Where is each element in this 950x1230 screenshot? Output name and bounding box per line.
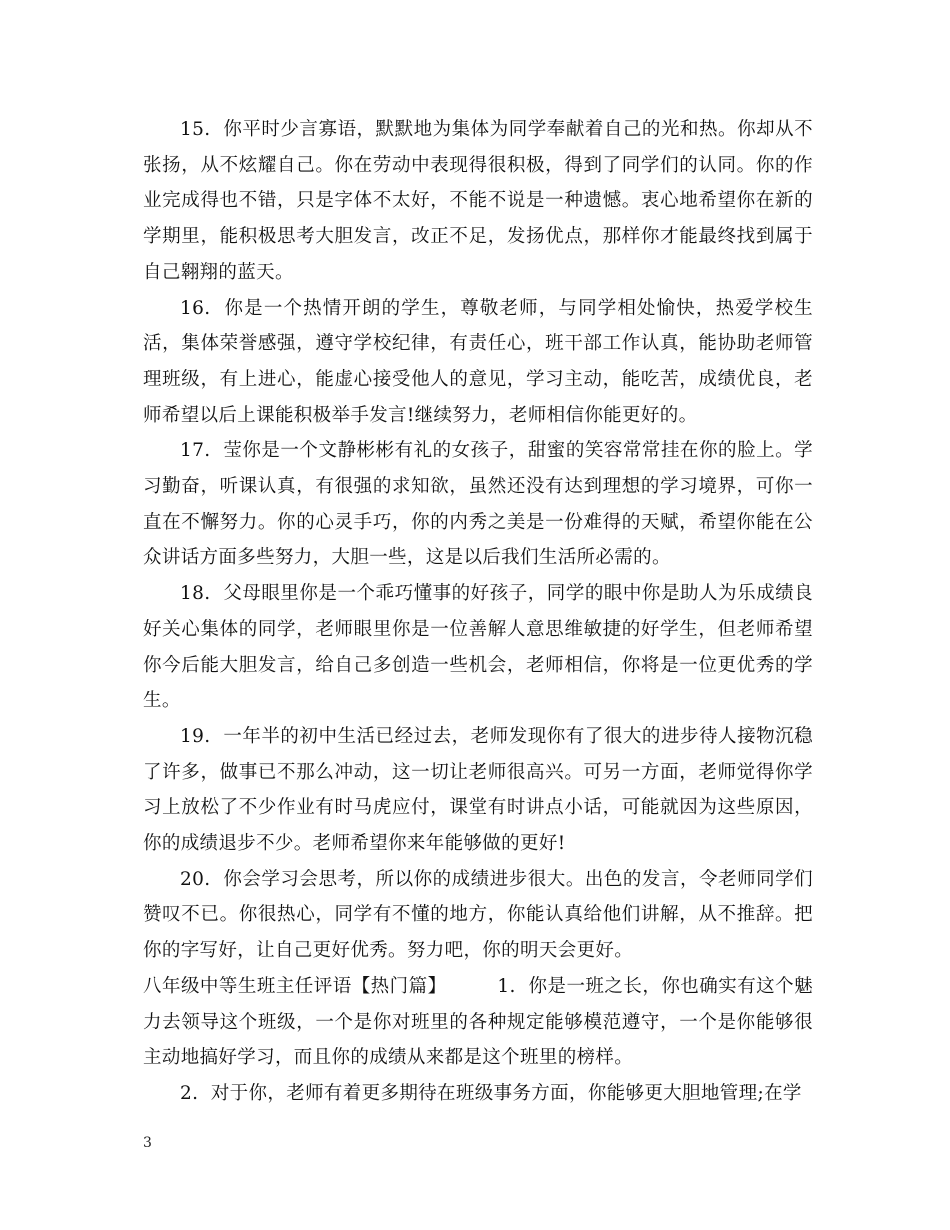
paragraph-number: 20.	[180, 868, 211, 890]
paragraph-text: 你是一个热情开朗的学生，尊敬老师，与同学相处愉快，热爱学校生活，集体荣誉感强，遵守学校纪律，有责任心，班干部工作认真，能协助老师管理班级，有上进心，能虚心接受他人的意见，学习主动，能吃苦，成绩优良，老师希望以后上课能积极举手发言!继续努力，老师相信你能更好的。	[143, 297, 813, 426]
comment-paragraph-20	[143, 862, 813, 969]
paragraph-text: 一年半的初中生活已经过去，老师发现你有了很大的进步待人接物沉稳了许多，做事已不那么冲动，这一切让老师很高兴。可另一方面，老师觉得你学习上放松了不少作业有时马虎应付，课堂有时讲点小话，可能就因为这些原因，你的成绩退步不少。老师希望你来年能够做的更好!	[143, 725, 813, 855]
paragraph-text: 你是一班之长，你也确实有这个魅力去领导这个班级，一个是你对班里的各种规定能够模范遵守，一个是你能够很主动地搞好学习，而且你的成绩从来都是这个班里的榜样。	[143, 975, 813, 1069]
heading-gap	[447, 976, 498, 997]
paragraph-number: 16.	[180, 297, 211, 319]
page-number: 3	[143, 1135, 152, 1151]
comment-paragraph-15	[143, 112, 813, 291]
comment-paragraph-17	[143, 433, 813, 576]
paragraph-text: 对于你，老师有着更多期待在班级事务方面，你能够更大胆地管理;在学	[210, 1082, 802, 1104]
comment-paragraph-18	[143, 576, 813, 719]
paragraph-number: 18.	[180, 583, 211, 605]
paragraph-number: 1.	[497, 975, 516, 997]
paragraph-number: 19.	[180, 725, 211, 747]
paragraph-number: 2.	[180, 1082, 199, 1104]
document-body	[143, 112, 813, 1112]
comment-paragraph-2	[143, 1076, 813, 1112]
paragraph-text: 你会学习会思考，所以你的成绩进步很大。出色的发言，令老师同学们赞叹不已。你很热心，同学有不懂的地方，你能认真给他们讲解，从不推辞。把你的字写好，让自己更好优秀。努力吧，你的明天会更好。	[143, 868, 813, 962]
paragraph-text: 莹你是一个文静彬彬有礼的女孩子，甜蜜的笑容常常挂在你的脸上。学习勤奋，听课认真，有很强的求知欲，虽然还没有达到理想的学习境界，可你一直在不懈努力。你的心灵手巧，你的内秀之美是一份难得的天赋，希望你能在公众讲话方面多些努力，大胆一些，这是以后我们生活所必需的。	[143, 440, 813, 569]
paragraph-number: 17.	[180, 440, 211, 462]
section-heading: 八年级中等生班主任评语【热门篇】	[143, 975, 447, 997]
comment-paragraph-19	[143, 719, 813, 862]
section-heading-paragraph	[143, 969, 813, 1076]
paragraph-number: 15.	[180, 119, 211, 140]
comment-paragraph-16	[143, 291, 813, 434]
paragraph-text: 父母眼里你是一个乖巧懂事的好孩子，同学的眼中你是助人为乐成绩良好关心集体的同学，老师眼里你是一位善解人意思维敏捷的好学生，但老师希望你今后能大胆发言，给自己多创造一些机会，老师相信，你将是一位更优秀的学生。	[143, 583, 813, 712]
paragraph-text: 你平时少言寡语，默默地为集体为同学奉献着自己的光和热。你却从不张扬，从不炫耀自己。你在劳动中表现得很积极，得到了同学们的认同。你的作业完成得也不错，只是字体不太好，不能不说是一种遗憾。衷心地希望你在新的学期里，能积极思考大胆发言，改正不足，发扬优点，那样你才能最终找到属于自己翱翔的蓝天。	[143, 119, 813, 283]
